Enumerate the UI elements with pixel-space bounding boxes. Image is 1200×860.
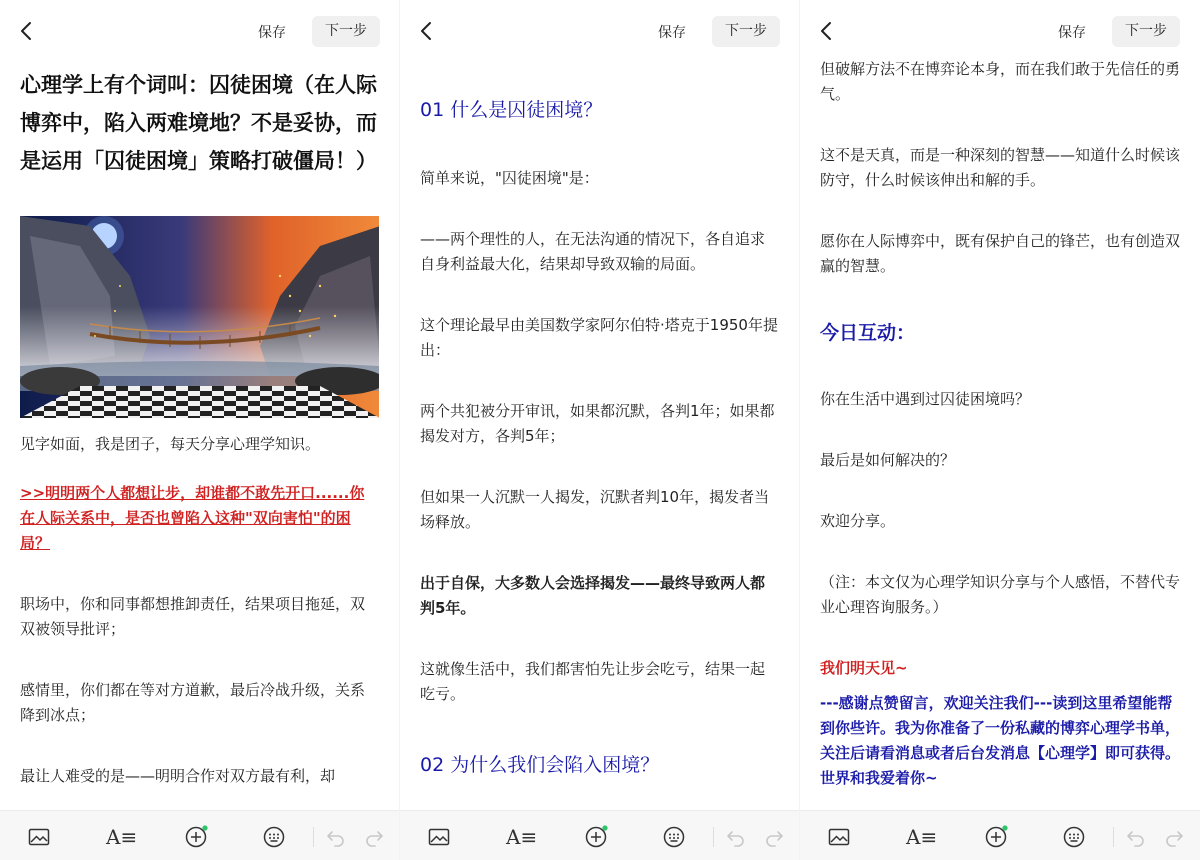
next-step-button[interactable]: 下一步: [312, 16, 380, 47]
article-body[interactable]: [420, 60, 779, 810]
landscape-image-art: [20, 216, 379, 418]
toolbar-divider: [713, 827, 714, 847]
editor-screen-3: [800, 0, 1200, 860]
top-bar: [800, 0, 1200, 62]
image-icon[interactable]: [827, 825, 851, 849]
undo-icon[interactable]: [1124, 825, 1148, 849]
save-button[interactable]: 保存: [258, 25, 286, 41]
paragraph[interactable]: 出于自保，大多数人会选择揭发——最终导致两人都判5年。: [420, 574, 766, 617]
paragraph[interactable]: 但破解方法不在博弈论本身，而在我们敢于先信任的勇气。: [820, 60, 1180, 103]
add-circle-icon[interactable]: [584, 825, 608, 849]
keyboard-icon[interactable]: [662, 825, 686, 849]
question-line[interactable]: 欢迎分享。: [820, 512, 896, 530]
editor-screen-1: [0, 0, 400, 860]
top-bar: [0, 0, 400, 62]
paragraph[interactable]: 这就像生活中，我们都害怕先让步会吃亏，结果一起吃亏。: [420, 660, 766, 703]
paragraph[interactable]: 感情里，你们都在等对方道歉，最后冷战升级，关系降到冰点；: [20, 681, 366, 724]
next-step-button[interactable]: 下一步: [712, 16, 780, 47]
signoff-line[interactable]: 我们明天见~: [820, 659, 908, 677]
disclaimer-note[interactable]: （注：本文仅为心理学知识分享与个人感悟，不替代专业心理咨询服务。）: [820, 573, 1180, 616]
article-body[interactable]: [820, 60, 1180, 810]
section-heading[interactable]: 02 为什么我们会陷入困境？: [420, 754, 660, 776]
keyboard-icon[interactable]: [1062, 825, 1086, 849]
top-bar: [400, 0, 800, 62]
keyboard-icon[interactable]: [262, 825, 286, 849]
chevron-left-icon[interactable]: [16, 20, 38, 42]
editor-toolbar: [800, 810, 1200, 860]
paragraph[interactable]: 两个共犯被分开审讯，如果都沉默，各判1年；如果都揭发对方，各判5年；: [420, 402, 775, 445]
redo-icon[interactable]: [362, 825, 386, 849]
redo-icon[interactable]: [1162, 825, 1186, 849]
editor-toolbar: [0, 810, 400, 860]
text-format-icon[interactable]: A≡: [506, 825, 538, 849]
text-format-icon[interactable]: A≡: [106, 825, 138, 849]
intro-paragraph[interactable]: 见字如面，我是团子，每天分享心理学知识。: [20, 435, 321, 453]
undo-icon[interactable]: [724, 825, 748, 849]
paragraph[interactable]: 愿你在人际博弈中，既有保护自己的锋芒，也有创造双赢的智慧。: [820, 232, 1180, 275]
article-body[interactable]: [20, 60, 379, 810]
add-circle-icon[interactable]: [184, 825, 208, 849]
question-line[interactable]: 你在生活中遇到过囚徒困境吗？: [820, 390, 1031, 408]
paragraph[interactable]: 这个理论最早由美国数学家阿尔伯特·塔克于1950年提出：: [420, 316, 778, 359]
image-icon[interactable]: [27, 825, 51, 849]
paragraph[interactable]: 这不是天真，而是一种深刻的智慧——知道什么时候该防守，什么时候该伸出和解的手。: [820, 146, 1180, 189]
editor-screen-2: [400, 0, 800, 860]
image-icon[interactable]: [427, 825, 451, 849]
hook-link[interactable]: >>明明两个人都想让步，却谁都不敢先开口......你在人际关系中，是否也曾陷入这种"双向害怕"的困局？: [20, 484, 365, 552]
chevron-left-icon[interactable]: [816, 20, 838, 42]
section-heading[interactable]: 01 什么是囚徒困境？: [420, 99, 603, 121]
redo-icon[interactable]: [762, 825, 786, 849]
next-step-button[interactable]: 下一步: [1112, 16, 1180, 47]
closing-paragraph[interactable]: ---感谢点赞留言，欢迎关注我们---读到这里希望能帮到你些许。我为你准备了一份私藏的博弈心理学书单，关注后请看消息或者后台发消息【心理学】即可获得。世界和我爱着你~: [820, 694, 1180, 787]
chevron-left-icon[interactable]: [416, 20, 438, 42]
editor-toolbar: [400, 810, 800, 860]
toolbar-divider: [313, 827, 314, 847]
save-button[interactable]: 保存: [1058, 25, 1086, 41]
undo-icon[interactable]: [324, 825, 348, 849]
section-heading[interactable]: 今日互动：: [820, 322, 916, 344]
paragraph[interactable]: 简单来说，"囚徒困境"是：: [420, 169, 599, 187]
save-button[interactable]: 保存: [658, 25, 686, 41]
landscape-image[interactable]: [20, 216, 379, 418]
toolbar-divider: [1113, 827, 1114, 847]
paragraph[interactable]: 职场中，你和同事都想推卸责任，结果项目拖延，双双被领导批评；: [20, 595, 366, 638]
paragraph[interactable]: 但如果一人沉默一人揭发，沉默者判10年，揭发者当场释放。: [420, 488, 770, 531]
text-format-icon[interactable]: A≡: [906, 825, 938, 849]
paragraph[interactable]: ——两个理性的人，在无法沟通的情况下，各自追求自身利益最大化，结果却导致双输的局面。: [420, 230, 766, 273]
paragraph[interactable]: 最让人难受的是——明明合作对双方最有利，却: [20, 767, 336, 785]
article-title[interactable]: 心理学上有个词叫：囚徒困境（在人际博弈中，陷入两难境地？不是妥协，而是运用「囚徒困境」策略打破僵局！）: [20, 73, 377, 173]
add-circle-icon[interactable]: [984, 825, 1008, 849]
question-line[interactable]: 最后是如何解决的？: [820, 451, 956, 469]
